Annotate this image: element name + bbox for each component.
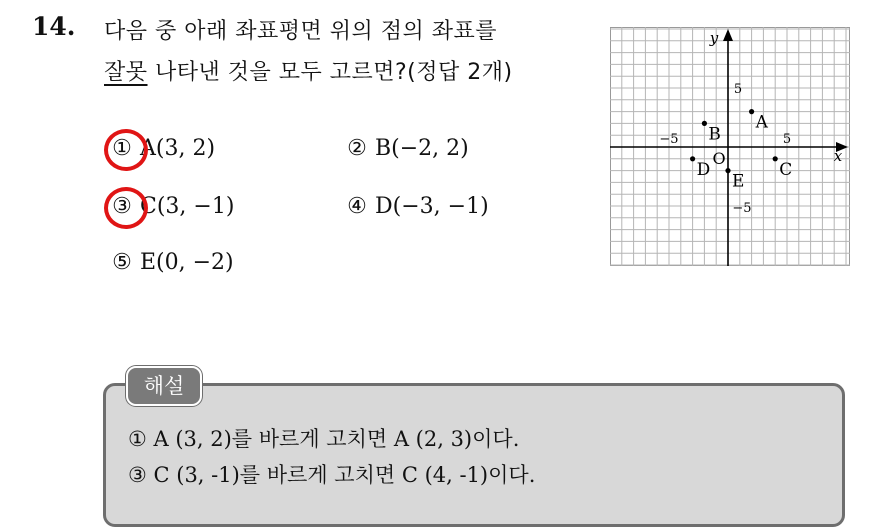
answer-circle-mark: [104, 129, 148, 171]
y-axis-label: y: [709, 29, 719, 47]
axis-labels: [659, 29, 842, 216]
choice-text: B(−2, 2): [375, 136, 469, 161]
question-text-line2: [104, 55, 513, 86]
y-axis-arrow: [723, 29, 733, 41]
choice-number: ①: [112, 136, 132, 161]
point-A: [749, 109, 754, 114]
choice-2[interactable]: [345, 136, 469, 161]
y-tick-label: −5: [732, 201, 752, 216]
point-label-A: A: [755, 112, 768, 133]
answer-circle-mark: [104, 187, 148, 229]
choice-5[interactable]: [110, 250, 234, 275]
explanation-line2: ③ C (3, -1)를 바르게 고치면 C (4, -1)이다.: [128, 463, 536, 487]
point-label-D: D: [696, 159, 711, 180]
choice-text: A(3, 2): [140, 136, 216, 161]
point-E: [725, 168, 730, 173]
explanation-tag: 해설: [126, 366, 202, 406]
question-text-line1: 다음 중 아래 좌표평면 위의 점의 좌표를: [104, 19, 497, 44]
choice-number: ②: [347, 136, 367, 161]
explanation-box: [103, 383, 845, 527]
y-tick-label: 5: [733, 82, 743, 97]
x-tick-label: −5: [659, 132, 679, 147]
explanation-line1: ① A (3, 2)를 바르게 고치면 A (2, 3)이다.: [128, 427, 520, 451]
point-label-E: E: [732, 171, 745, 192]
point-label-C: C: [779, 159, 793, 180]
question-number: 14.: [32, 12, 76, 41]
point-C: [773, 156, 778, 161]
choice-4[interactable]: [345, 194, 489, 219]
choice-number: ⑤: [112, 250, 132, 275]
choice-text: D(−3, −1): [375, 194, 489, 219]
x-axis-label: x: [833, 147, 843, 165]
choice-number: ④: [347, 194, 367, 219]
question-text-line2-rest: 나타낸 것을 모두 고르면?(정답 2개): [147, 60, 513, 85]
underlined-word: 잘못: [104, 60, 148, 85]
point-D: [690, 156, 695, 161]
origin-label: O: [712, 149, 726, 168]
choice-text: C(3, −1): [140, 194, 235, 219]
x-tick-label: 5: [782, 132, 792, 147]
choice-text: E(0, −2): [140, 250, 234, 275]
point-B: [702, 121, 707, 126]
coordinate-plane: [610, 27, 850, 266]
choice-number: ③: [112, 194, 132, 219]
point-label-B: B: [708, 124, 721, 145]
